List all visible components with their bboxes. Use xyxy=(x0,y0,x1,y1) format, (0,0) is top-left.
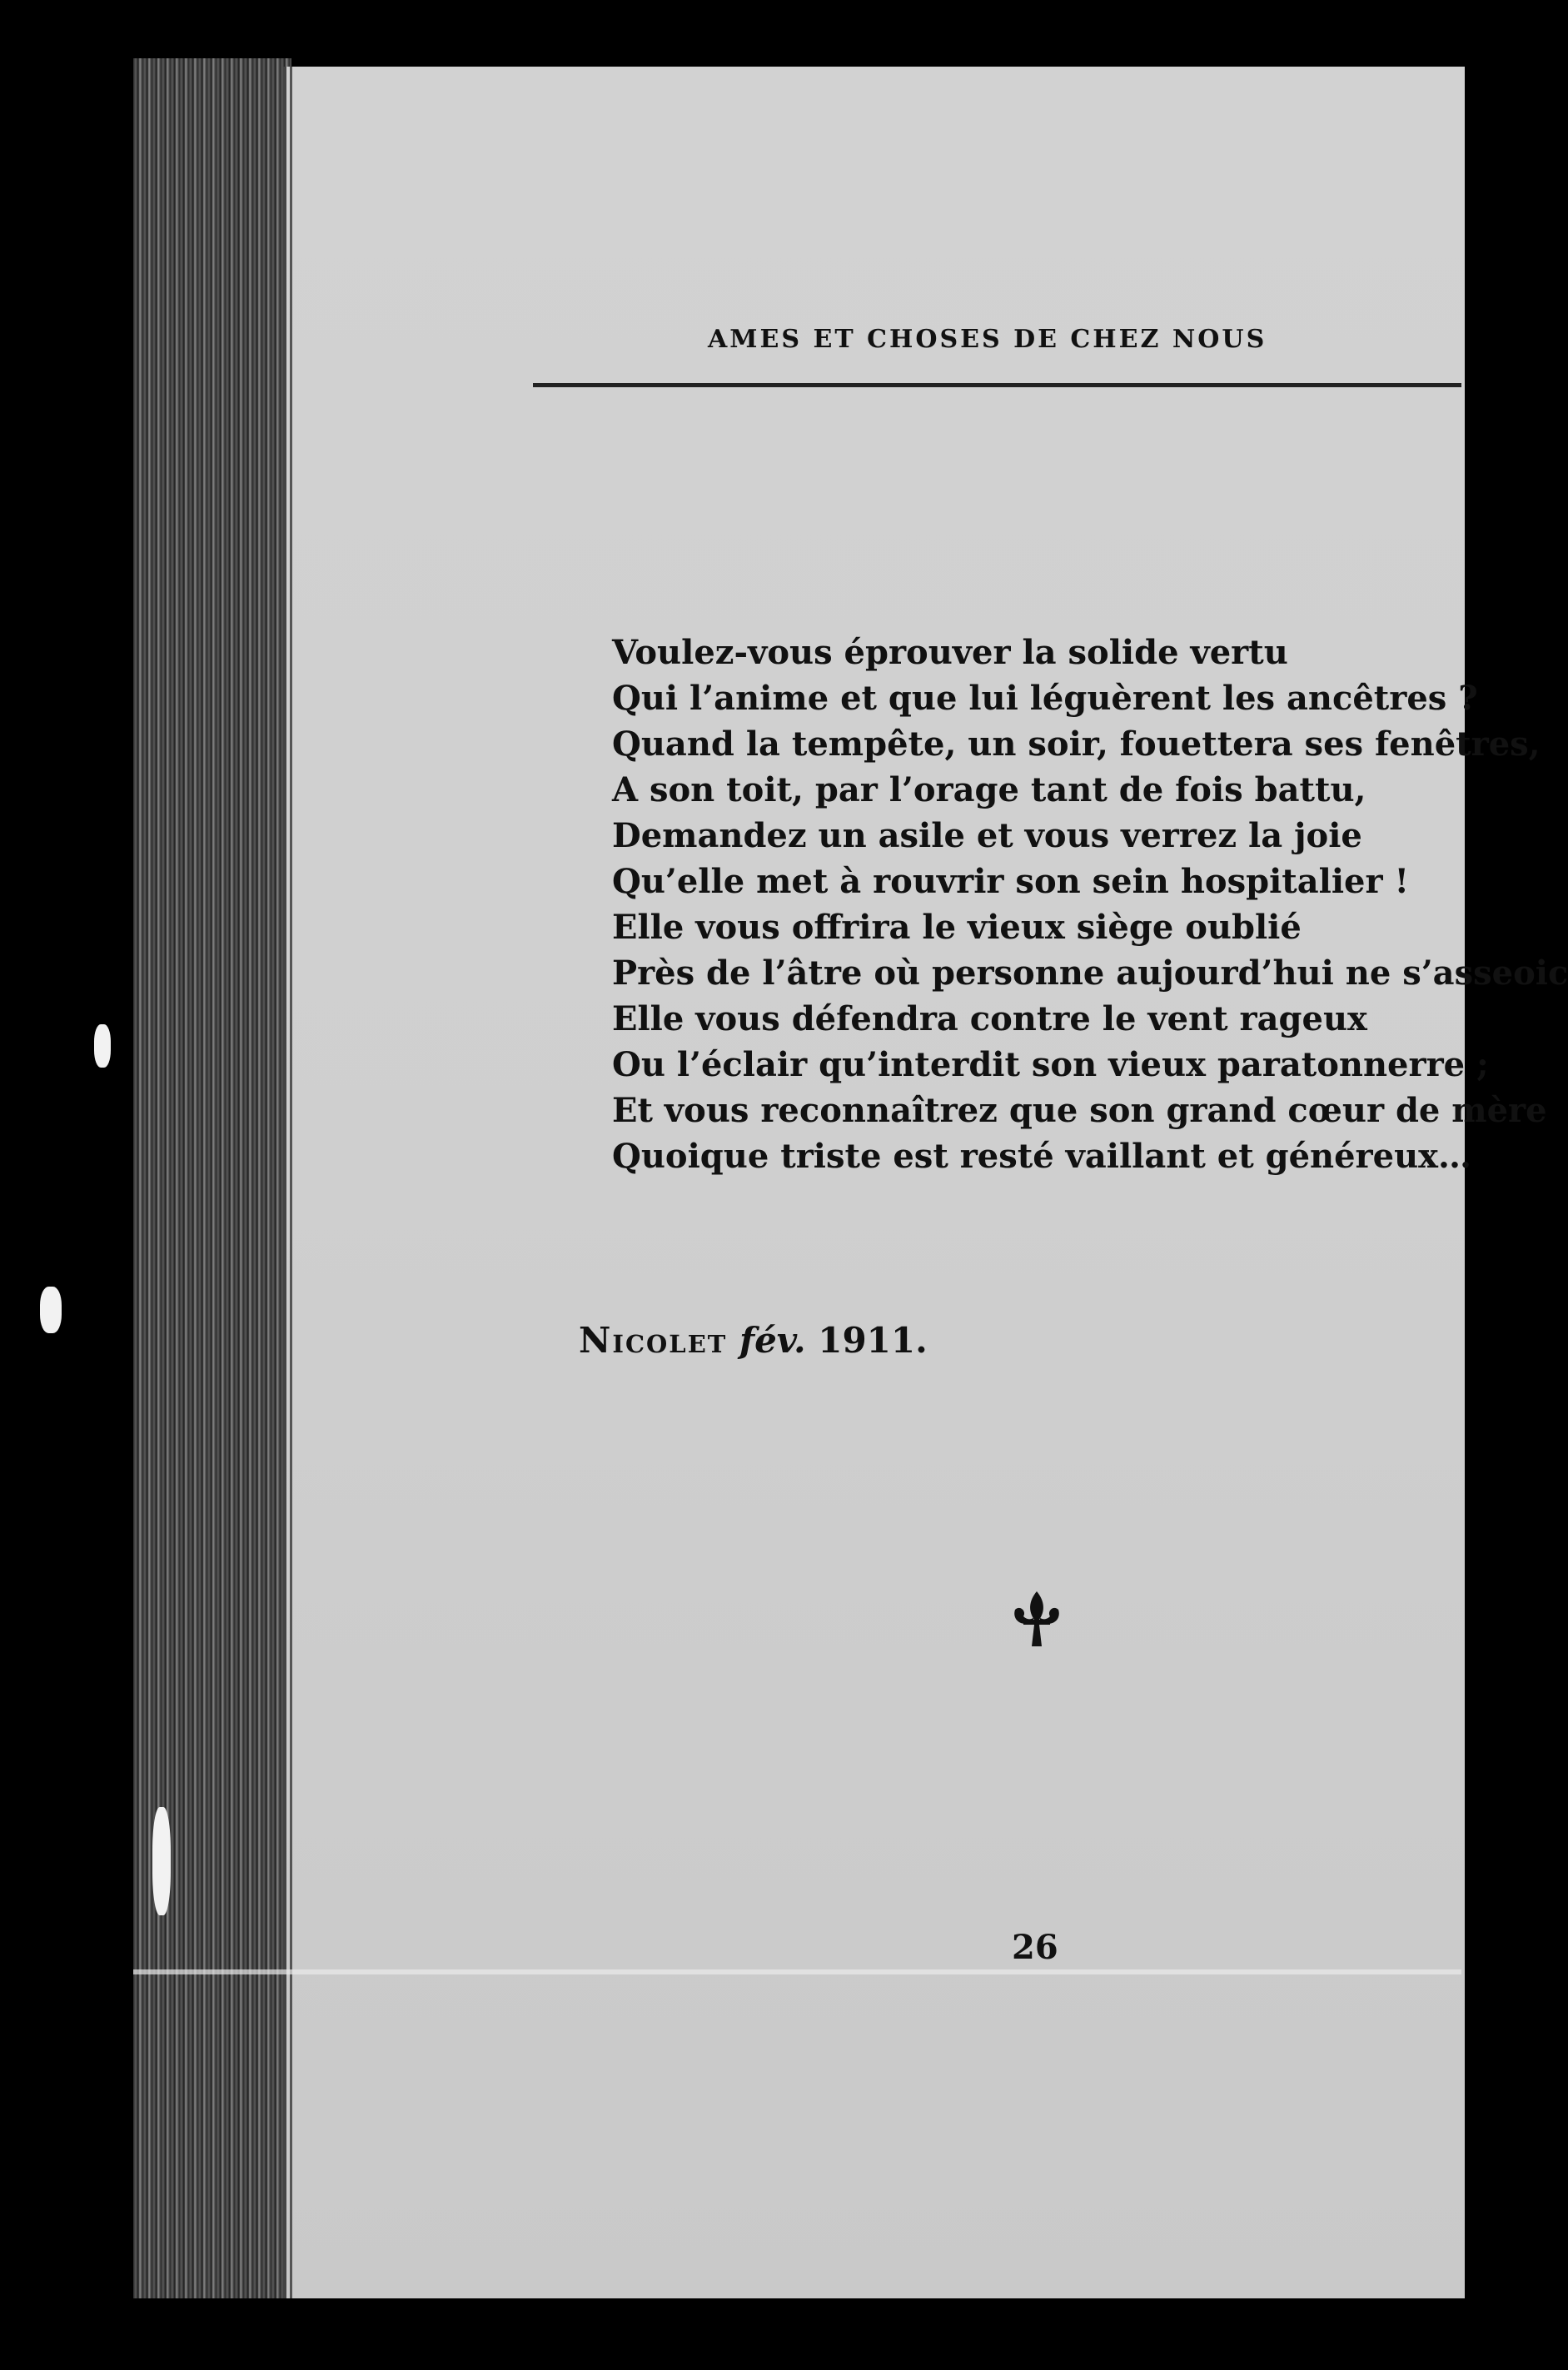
scan-speck xyxy=(152,1807,171,1915)
scan-speck xyxy=(94,1024,111,1068)
poem-line: Ou l’éclair qu’interdit son vieux paratonnerre ; xyxy=(612,1045,1489,1084)
poem-line: Près de l’âtre où personne aujourd’hui ne s’asseoic xyxy=(612,953,1568,993)
fleur-de-lis-icon xyxy=(1003,1586,1070,1653)
signature-place: Nicolet xyxy=(579,1320,728,1361)
signature-month: fév. xyxy=(739,1320,806,1361)
poem-stanza xyxy=(612,630,1568,1179)
poem-line: Elle vous défendra contre le vent rageux xyxy=(612,999,1367,1038)
page-border-line xyxy=(290,67,292,2298)
poem-line: Elle vous offrira le vieux siège oublié xyxy=(612,908,1302,947)
book-page-edges xyxy=(133,58,291,2298)
scan-speck xyxy=(40,1287,62,1333)
poem-line: Et vous reconnaîtrez que son grand cœur de mère xyxy=(612,1091,1547,1130)
scan-artifact-line xyxy=(133,1969,1461,1974)
poem-line: Quoique triste est resté vaillant et généreux… xyxy=(612,1137,1472,1176)
running-title: AMES ET CHOSES DE CHEZ NOUS xyxy=(708,325,1267,354)
poem-line: Quand la tempête, un soir, fouettera ses fenêtres, xyxy=(612,724,1541,764)
poem-line: Demandez un asile et vous verrez la joie xyxy=(612,816,1362,855)
page-number: 26 xyxy=(1012,1928,1058,1967)
signature-year: 1911. xyxy=(818,1320,928,1361)
poem-line: Voulez-vous éprouver la solide vertu xyxy=(612,633,1288,672)
poem-line: Qu’elle met à rouvrir son sein hospitalier ! xyxy=(612,862,1410,901)
poem-line: Qui l’anime et que lui léguèrent les ancêtres ? xyxy=(612,679,1478,718)
poem-line: A son toit, par l’orage tant de fois battu, xyxy=(612,770,1366,809)
header-rule xyxy=(533,383,1461,387)
paper-page xyxy=(283,67,1568,2298)
poem-signature xyxy=(579,1320,928,1361)
